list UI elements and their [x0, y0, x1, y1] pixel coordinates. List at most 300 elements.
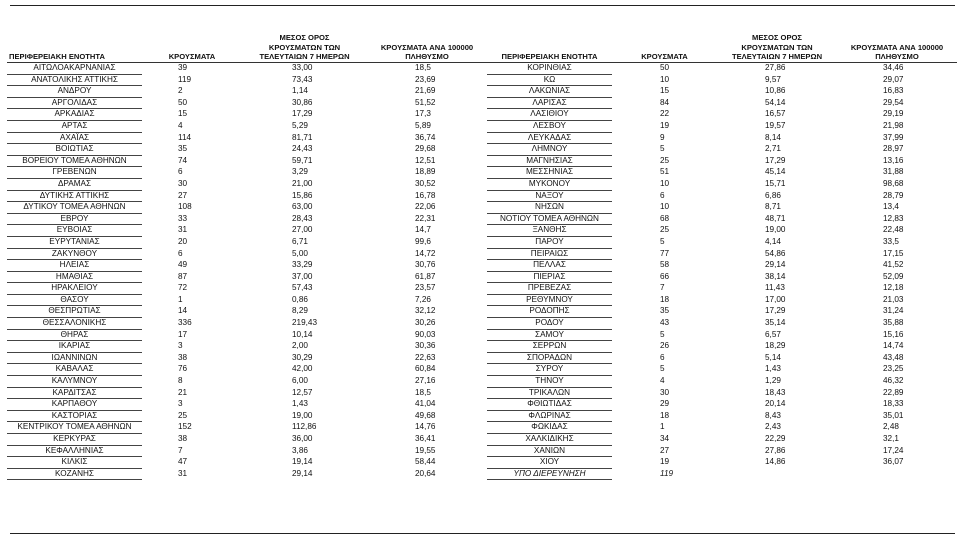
- right-per100k-cell: 35,01: [883, 410, 904, 420]
- left-per100k-cell: 30,76: [415, 260, 436, 270]
- header-avg7-line1: ΜΕΣΟΣ ΟΡΟΣ: [279, 33, 330, 43]
- right-cases-cell: 58: [660, 260, 670, 270]
- table-row: [7, 376, 957, 388]
- right-avg7-cell: 17,00: [765, 294, 786, 304]
- right-avg7-cell: 5,14: [765, 352, 781, 362]
- right-per100k-cell: 23,25: [883, 364, 904, 374]
- left-per100k-cell: 20,64: [415, 468, 436, 478]
- right-region-cell: ΧΑΛΚΙΔΙΚΗΣ: [487, 434, 612, 446]
- right-region-cell: ΠΕΙΡΑΙΩΣ: [487, 248, 612, 260]
- right-cases-cell: 68: [660, 213, 670, 223]
- left-region-cell: ΘΕΣΣΑΛΟΝΙΚΗΣ: [7, 318, 142, 330]
- left-cases-cell: 2: [178, 86, 183, 96]
- right-cases-cell: 119: [660, 468, 674, 478]
- right-per100k-cell: 12,18: [883, 283, 904, 293]
- right-cases-cell: 10: [660, 178, 670, 188]
- right-region-cell: ΣΕΡΡΩΝ: [487, 341, 612, 353]
- right-per100k-cell: 31,88: [883, 167, 904, 177]
- left-region-cell: ΙΩΑΝΝΙΝΩΝ: [7, 352, 142, 364]
- header-avg7-line3: ΤΕΛΕΥΤΑΙΩΝ 7 ΗΜΕΡΩΝ: [731, 52, 823, 62]
- left-region-cell: ΚΑΣΤΟΡΙΑΣ: [7, 410, 142, 422]
- right-avg7-cell: 38,14: [765, 271, 786, 281]
- left-avg7-cell: 1,14: [292, 86, 308, 96]
- right-region-cell: ΦΘΙΩΤΙΔΑΣ: [487, 399, 612, 411]
- left-avg7-cell: 15,86: [292, 190, 313, 200]
- left-per100k-cell: 14,76: [415, 422, 436, 432]
- right-region-cell: ΡΟΔΟΠΗΣ: [487, 306, 612, 318]
- left-cases-cell: 15: [178, 109, 188, 119]
- left-per100k-cell: 61,87: [415, 271, 436, 281]
- right-region-cell: ΞΑΝΘΗΣ: [487, 225, 612, 237]
- right-avg7-cell: 2,43: [765, 422, 781, 432]
- left-region-cell: ΚΕΡΚΥΡΑΣ: [7, 434, 142, 446]
- left-cases-cell: 119: [178, 74, 192, 84]
- right-per100k-cell: 16,83: [883, 86, 904, 96]
- left-region-cell: ΑΝΔΡΟΥ: [7, 86, 142, 98]
- left-cases-cell: 31: [178, 468, 188, 478]
- left-avg7-cell: 17,29: [292, 109, 313, 119]
- right-avg7-cell: 18,29: [765, 341, 786, 351]
- left-avg7-cell: 6,71: [292, 236, 308, 246]
- right-per100k-cell: 34,46: [883, 63, 904, 73]
- right-per100k-cell: 29,07: [883, 74, 904, 84]
- left-region-cell: ΕΥΡΥΤΑΝΙΑΣ: [7, 236, 142, 248]
- left-region-cell: ΔΡΑΜΑΣ: [7, 178, 142, 190]
- right-cases-cell: 50: [660, 63, 670, 73]
- header-per100k-line1: ΚΡΟΥΣΜΑΤΑ ΑΝΑ 100000: [850, 42, 944, 52]
- right-per100k-cell: 98,68: [883, 178, 904, 188]
- right-region-cell: ΣΥΡΟΥ: [487, 364, 612, 376]
- header-region-right: ΠΕΡΙΦΕΡΕΙΑΚΗ ΕΝΟΤΗΤΑ: [487, 18, 612, 63]
- left-region-cell: ΖΑΚΥΝΘΟΥ: [7, 248, 142, 260]
- left-region-cell: ΚΑΡΠΑΘΟΥ: [7, 399, 142, 411]
- left-region-cell: ΘΑΣΟΥ: [7, 294, 142, 306]
- right-avg7-cell: 22,29: [765, 434, 786, 443]
- left-cases-cell: 114: [178, 132, 192, 142]
- right-cases-cell: 1: [660, 422, 665, 432]
- table-body: [7, 63, 957, 480]
- right-cases-cell: 66: [660, 271, 670, 281]
- left-per100k-cell: 36,74: [415, 132, 436, 142]
- right-region-cell: ΜΑΓΝΗΣΙΑΣ: [487, 155, 612, 167]
- table-row: [7, 144, 957, 156]
- left-per100k-cell: 30,52: [415, 178, 436, 188]
- right-avg7-cell: 17,29: [765, 155, 786, 165]
- right-per100k-cell: 21,03: [883, 294, 904, 304]
- left-per100k-cell: 23,57: [415, 283, 436, 293]
- right-cases-cell: 10: [660, 202, 670, 212]
- right-avg7-cell: 8,14: [765, 132, 781, 142]
- table-row: [7, 213, 957, 225]
- right-region-cell: ΦΩΚΙΔΑΣ: [487, 422, 612, 434]
- right-avg7-cell: 9,57: [765, 74, 781, 84]
- left-cases-cell: 87: [178, 271, 188, 281]
- left-avg7-cell: 36,00: [292, 434, 313, 443]
- left-region-cell: ΑΡΓΟΛΙΔΑΣ: [7, 97, 142, 109]
- table-row: [7, 341, 957, 353]
- table-row: [7, 457, 957, 469]
- right-cases-cell: 6: [660, 352, 665, 362]
- left-cases-cell: 74: [178, 155, 188, 165]
- right-cases-cell: 5: [660, 329, 665, 339]
- right-per100k-cell: 13,4: [883, 202, 899, 212]
- left-per100k-cell: 90,03: [415, 329, 436, 339]
- left-region-cell: ΚΙΛΚΙΣ: [7, 457, 142, 469]
- header-cases-left: ΚΡΟΥΣΜΑΤΑ: [142, 18, 242, 63]
- table-row: [7, 63, 957, 75]
- table-row: [7, 352, 957, 364]
- right-per100k-cell: 35,88: [883, 318, 904, 328]
- bottom-rule: [10, 533, 955, 534]
- right-cases-cell: 35: [660, 306, 670, 316]
- table-row: [7, 364, 957, 376]
- left-region-cell: ΚΑΡΔΙΤΣΑΣ: [7, 387, 142, 399]
- regional-cases-table: [7, 18, 957, 480]
- table-row: [7, 155, 957, 167]
- left-per100k-cell: 19,55: [415, 445, 436, 455]
- right-region-cell: ΥΠΟ ΔΙΕΡΕΥΝΗΣΗ: [487, 468, 612, 480]
- right-avg7-cell: 1,43: [765, 364, 781, 374]
- table-row: [7, 387, 957, 399]
- left-cases-cell: 38: [178, 352, 188, 362]
- left-region-cell: ΒΟΡΕΙΟΥ ΤΟΜΕΑ ΑΘΗΝΩΝ: [7, 155, 142, 167]
- left-per100k-cell: 22,63: [415, 352, 436, 362]
- left-cases-cell: 35: [178, 144, 188, 154]
- right-region-cell: ΜΥΚΟΝΟΥ: [487, 178, 612, 190]
- left-avg7-cell: 1,43: [292, 399, 308, 409]
- right-avg7-cell: 11,43: [765, 283, 785, 293]
- right-avg7-cell: 29,14: [765, 260, 786, 270]
- right-avg7-cell: 8,43: [765, 410, 781, 420]
- right-region-cell: ΣΑΜΟΥ: [487, 329, 612, 341]
- left-cases-cell: 336: [178, 318, 192, 328]
- left-per100k-cell: 14,72: [415, 248, 436, 258]
- right-region-cell: ΛΕΣΒΟΥ: [487, 120, 612, 132]
- left-avg7-cell: 33,29: [292, 260, 313, 270]
- right-avg7-cell: 15,71: [765, 178, 786, 188]
- right-cases-cell: 7: [660, 283, 665, 293]
- right-per100k-cell: 18,33: [883, 399, 904, 409]
- left-region-cell: ΘΕΣΠΡΩΤΙΑΣ: [7, 306, 142, 318]
- right-avg7-cell: 18,43: [765, 387, 786, 397]
- left-cases-cell: 47: [178, 457, 188, 467]
- right-avg7-cell: 16,57: [765, 109, 786, 119]
- right-region-cell: ΣΠΟΡΑΔΩΝ: [487, 352, 612, 364]
- left-cases-cell: 6: [178, 248, 183, 258]
- right-avg7-cell: 10,86: [765, 86, 786, 96]
- right-cases-cell: 25: [660, 155, 670, 165]
- header-per100k-left: [367, 18, 487, 63]
- left-per100k-cell: 23,69: [415, 74, 436, 84]
- table-row: [7, 445, 957, 457]
- table-row: [7, 225, 957, 237]
- right-per100k-cell: 32,1: [883, 434, 899, 443]
- right-region-cell: ΝΗΣΩΝ: [487, 202, 612, 214]
- left-region-cell: ΕΥΒΟΙΑΣ: [7, 225, 142, 237]
- header-avg7-line3: ΤΕΛΕΥΤΑΙΩΝ 7 ΗΜΕΡΩΝ: [259, 52, 350, 62]
- left-avg7-cell: 112,86: [292, 422, 317, 432]
- right-region-cell: ΝΟΤΙΟΥ ΤΟΜΕΑ ΑΘΗΝΩΝ: [487, 213, 612, 225]
- left-avg7-cell: 19,00: [292, 410, 313, 420]
- left-per100k-cell: 60,84: [415, 364, 436, 374]
- left-avg7-cell: 19,14: [292, 457, 313, 467]
- left-cases-cell: 76: [178, 364, 188, 374]
- left-avg7-cell: 30,29: [292, 352, 313, 362]
- left-cases-cell: 21: [178, 387, 188, 397]
- table-row: [7, 410, 957, 422]
- right-region-cell: ΡΕΘΥΜΝΟΥ: [487, 294, 612, 306]
- right-cases-cell: 10: [660, 74, 670, 84]
- header-avg7-line2: ΚΡΟΥΣΜΑΤΩΝ ΤΩΝ: [741, 42, 813, 52]
- header-per100k-line2: ΠΛΗΘΥΣΜΟ: [875, 52, 919, 62]
- right-region-cell: ΝΑΞΟΥ: [487, 190, 612, 202]
- right-cases-cell: 9: [660, 132, 665, 142]
- left-cases-cell: 152: [178, 422, 192, 432]
- left-region-cell: ΑΝΑΤΟΛΙΚΗΣ ΑΤΤΙΚΗΣ: [7, 74, 142, 86]
- left-region-cell: ΔΥΤΙΚΗΣ ΑΤΤΙΚΗΣ: [7, 190, 142, 202]
- left-cases-cell: 17: [178, 329, 188, 339]
- left-avg7-cell: 24,43: [292, 144, 313, 154]
- header-avg7-left: [242, 18, 367, 63]
- right-cases-cell: 18: [660, 410, 670, 420]
- right-per100k-cell: 22,48: [883, 225, 904, 235]
- left-per100k-cell: 30,26: [415, 318, 436, 328]
- left-per100k-cell: 27,16: [415, 376, 436, 386]
- right-cases-cell: 29: [660, 399, 670, 409]
- table-row: [7, 86, 957, 98]
- table-row: [7, 260, 957, 272]
- header-cases-right: ΚΡΟΥΣΜΑΤΑ: [612, 18, 717, 63]
- left-cases-cell: 20: [178, 236, 188, 246]
- table-row: [7, 283, 957, 295]
- left-per100k-cell: 51,52: [415, 97, 436, 107]
- right-region-cell: ΛΕΥΚΑΔΑΣ: [487, 132, 612, 144]
- header-avg7-line2: ΚΡΟΥΣΜΑΤΩΝ ΤΩΝ: [268, 42, 341, 52]
- left-region-cell: ΕΒΡΟΥ: [7, 213, 142, 225]
- left-per100k-cell: 29,68: [415, 144, 436, 154]
- table-row: [7, 120, 957, 132]
- table-row: [7, 167, 957, 179]
- right-avg7-cell: 19,00: [765, 225, 786, 235]
- left-per100k-cell: 41,04: [415, 399, 436, 409]
- header-region-left: ΠΕΡΙΦΕΡΕΙΑΚΗ ΕΝΟΤΗΤΑ: [7, 18, 142, 63]
- table-row: [7, 294, 957, 306]
- left-avg7-cell: 37,00: [292, 271, 313, 281]
- left-cases-cell: 108: [178, 202, 192, 212]
- left-per100k-cell: 18,5: [415, 63, 431, 73]
- left-avg7-cell: 12,57: [292, 387, 313, 397]
- left-cases-cell: 38: [178, 434, 188, 443]
- right-region-cell: ΧΑΝΙΩΝ: [487, 445, 612, 457]
- right-region-cell: ΛΑΡΙΣΑΣ: [487, 97, 612, 109]
- left-avg7-cell: 57,43: [292, 283, 313, 293]
- right-avg7-cell: 45,14: [765, 167, 786, 177]
- table-row: [7, 97, 957, 109]
- left-region-cell: ΑΡΤΑΣ: [7, 120, 142, 132]
- right-per100k-cell: 12,83: [883, 213, 904, 223]
- top-rule: [10, 5, 955, 6]
- right-cases-cell: 5: [660, 364, 665, 374]
- left-region-cell: ΙΚΑΡΙΑΣ: [7, 341, 142, 353]
- left-per100k-cell: 36,41: [415, 434, 436, 443]
- right-avg7-cell: 35,14: [765, 318, 786, 328]
- left-cases-cell: 6: [178, 167, 183, 177]
- right-avg7-cell: 54,86: [765, 248, 786, 258]
- left-per100k-cell: 99,6: [415, 236, 431, 246]
- left-avg7-cell: 6,00: [292, 376, 308, 386]
- right-region-cell: ΤΡΙΚΑΛΩΝ: [487, 387, 612, 399]
- right-avg7-cell: 6,57: [765, 329, 781, 339]
- right-region-cell: ΧΙΟΥ: [487, 457, 612, 469]
- right-per100k-cell: 28,79: [883, 190, 904, 200]
- left-region-cell: ΘΗΡΑΣ: [7, 329, 142, 341]
- right-cases-cell: 26: [660, 341, 670, 351]
- left-avg7-cell: 2,00: [292, 341, 308, 351]
- table-row: [7, 318, 957, 330]
- left-region-cell: ΑΙΤΩΛΟΑΚΑΡΝΑΝΙΑΣ: [7, 63, 142, 75]
- right-per100k-cell: 22,89: [883, 387, 904, 397]
- right-per100k-cell: 21,98: [883, 120, 904, 130]
- left-cases-cell: 3: [178, 399, 183, 409]
- table-row: [7, 422, 957, 434]
- left-per100k-cell: 7,26: [415, 294, 431, 304]
- left-avg7-cell: 29,14: [292, 468, 313, 478]
- right-cases-cell: 5: [660, 236, 665, 246]
- left-per100k-cell: 18,89: [415, 167, 436, 177]
- left-per100k-cell: 16,78: [415, 190, 436, 200]
- left-per100k-cell: 49,68: [415, 410, 436, 420]
- left-cases-cell: 4: [178, 120, 183, 130]
- right-per100k-cell: 28,97: [883, 144, 904, 154]
- right-region-cell: ΡΟΔΟΥ: [487, 318, 612, 330]
- right-cases-cell: 77: [660, 248, 670, 258]
- right-per100k-cell: 29,19: [883, 109, 904, 119]
- right-region-cell: ΤΗΝΟΥ: [487, 376, 612, 388]
- left-region-cell: ΚΟΖΑΝΗΣ: [7, 468, 142, 480]
- left-region-cell: ΚΕΦΑΛΛΗΝΙΑΣ: [7, 445, 142, 457]
- right-region-cell: ΦΛΩΡΙΝΑΣ: [487, 410, 612, 422]
- left-cases-cell: 30: [178, 178, 188, 188]
- left-region-cell: ΔΥΤΙΚΟΥ ΤΟΜΕΑ ΑΘΗΝΩΝ: [7, 202, 142, 214]
- left-region-cell: ΑΧΑΪΑΣ: [7, 132, 142, 144]
- left-avg7-cell: 5,29: [292, 120, 308, 130]
- left-avg7-cell: 28,43: [292, 213, 313, 223]
- right-per100k-cell: 41,52: [883, 260, 904, 270]
- left-cases-cell: 3: [178, 341, 183, 351]
- table-row: [7, 132, 957, 144]
- table-row: [7, 74, 957, 86]
- table-row: [7, 434, 957, 446]
- right-cases-cell: 15: [660, 86, 670, 96]
- left-per100k-cell: 12,51: [415, 155, 436, 165]
- right-cases-cell: 19: [660, 120, 670, 130]
- right-per100k-cell: 17,15: [883, 248, 904, 258]
- right-cases-cell: 30: [660, 387, 670, 397]
- right-cases-cell: 51: [660, 167, 670, 177]
- right-cases-cell: 25: [660, 225, 670, 235]
- right-cases-cell: 18: [660, 294, 670, 304]
- right-cases-cell: 22: [660, 109, 670, 119]
- table-row: [7, 399, 957, 411]
- left-region-cell: ΚΑΛΥΜΝΟΥ: [7, 376, 142, 388]
- left-avg7-cell: 219,43: [292, 318, 318, 328]
- right-region-cell: ΜΕΣΣΗΝΙΑΣ: [487, 167, 612, 179]
- table-row: [7, 306, 957, 318]
- right-per100k-cell: 43,48: [883, 352, 904, 362]
- right-per100k-cell: 15,16: [883, 329, 904, 339]
- left-cases-cell: 8: [178, 376, 183, 386]
- left-avg7-cell: 42,00: [292, 364, 313, 374]
- right-per100k-cell: 37,99: [883, 132, 904, 142]
- left-avg7-cell: 10,14: [292, 329, 313, 339]
- header-avg7-right: [717, 18, 837, 63]
- header-avg7-line1: ΜΕΣΟΣ ΟΡΟΣ: [752, 33, 802, 43]
- header-per100k-right: [837, 18, 957, 63]
- left-per100k-cell: 22,06: [415, 202, 436, 212]
- left-per100k-cell: 14,7: [415, 225, 431, 235]
- left-cases-cell: 1: [178, 294, 183, 304]
- left-cases-cell: 33: [178, 213, 188, 223]
- left-avg7-cell: 3,29: [292, 167, 308, 177]
- right-per100k-cell: 2,48: [883, 422, 899, 432]
- right-region-cell: ΛΗΜΝΟΥ: [487, 144, 612, 156]
- left-avg7-cell: 21,00: [292, 178, 313, 188]
- left-region-cell: ΗΜΑΘΙΑΣ: [7, 271, 142, 283]
- left-avg7-cell: 27,00: [292, 225, 313, 235]
- table-row: [7, 178, 957, 190]
- right-cases-cell: 19: [660, 457, 670, 467]
- left-per100k-cell: 17,3: [415, 109, 431, 119]
- table-row: [7, 190, 957, 202]
- left-region-cell: ΚΑΒΑΛΑΣ: [7, 364, 142, 376]
- left-per100k-cell: 18,5: [415, 387, 431, 397]
- right-avg7-cell: 8,71: [765, 202, 781, 212]
- left-per100k-cell: 22,31: [415, 213, 436, 223]
- right-avg7-cell: 54,14: [765, 97, 786, 107]
- right-per100k-cell: 52,09: [883, 271, 904, 281]
- right-region-cell: ΛΑΚΩΝΙΑΣ: [487, 86, 612, 98]
- right-per100k-cell: 17,24: [883, 445, 904, 455]
- header-row: [7, 18, 957, 63]
- left-per100k-cell: 58,44: [415, 457, 436, 467]
- left-region-cell: ΑΡΚΑΔΙΑΣ: [7, 109, 142, 121]
- right-avg7-cell: [717, 468, 837, 480]
- right-avg7-cell: 14,86: [765, 457, 786, 467]
- left-region-cell: ΒΟΙΩΤΙΑΣ: [7, 144, 142, 156]
- left-avg7-cell: 3,86: [292, 445, 308, 455]
- header-per100k-line2: ΠΛΗΘΥΣΜΟ: [405, 52, 449, 62]
- left-per100k-cell: 5,89: [415, 120, 431, 130]
- right-region-cell: ΛΑΣΙΘΙΟΥ: [487, 109, 612, 121]
- left-region-cell: ΚΕΝΤΡΙΚΟΥ ΤΟΜΕΑ ΑΘΗΝΩΝ: [7, 422, 142, 434]
- right-avg7-cell: 19,57: [765, 120, 786, 130]
- right-per100k-cell: 31,24: [883, 306, 904, 316]
- right-cases-cell: 6: [660, 190, 665, 200]
- right-per100k-cell: 13,16: [883, 155, 904, 165]
- right-per100k-cell: 14,74: [883, 341, 904, 351]
- left-per100k-cell: 32,12: [415, 306, 436, 316]
- left-avg7-cell: 63,00: [292, 202, 313, 212]
- left-avg7-cell: 5,00: [292, 248, 308, 258]
- table-row: [7, 329, 957, 341]
- left-cases-cell: 72: [178, 283, 188, 293]
- left-cases-cell: 27: [178, 190, 188, 200]
- left-region-cell: ΓΡΕΒΕΝΩΝ: [7, 167, 142, 179]
- left-avg7-cell: 59,71: [292, 155, 313, 165]
- right-region-cell: ΠΑΡΟΥ: [487, 236, 612, 248]
- right-avg7-cell: 6,86: [765, 190, 781, 200]
- left-region-cell: ΗΡΑΚΛΕΙΟΥ: [7, 283, 142, 295]
